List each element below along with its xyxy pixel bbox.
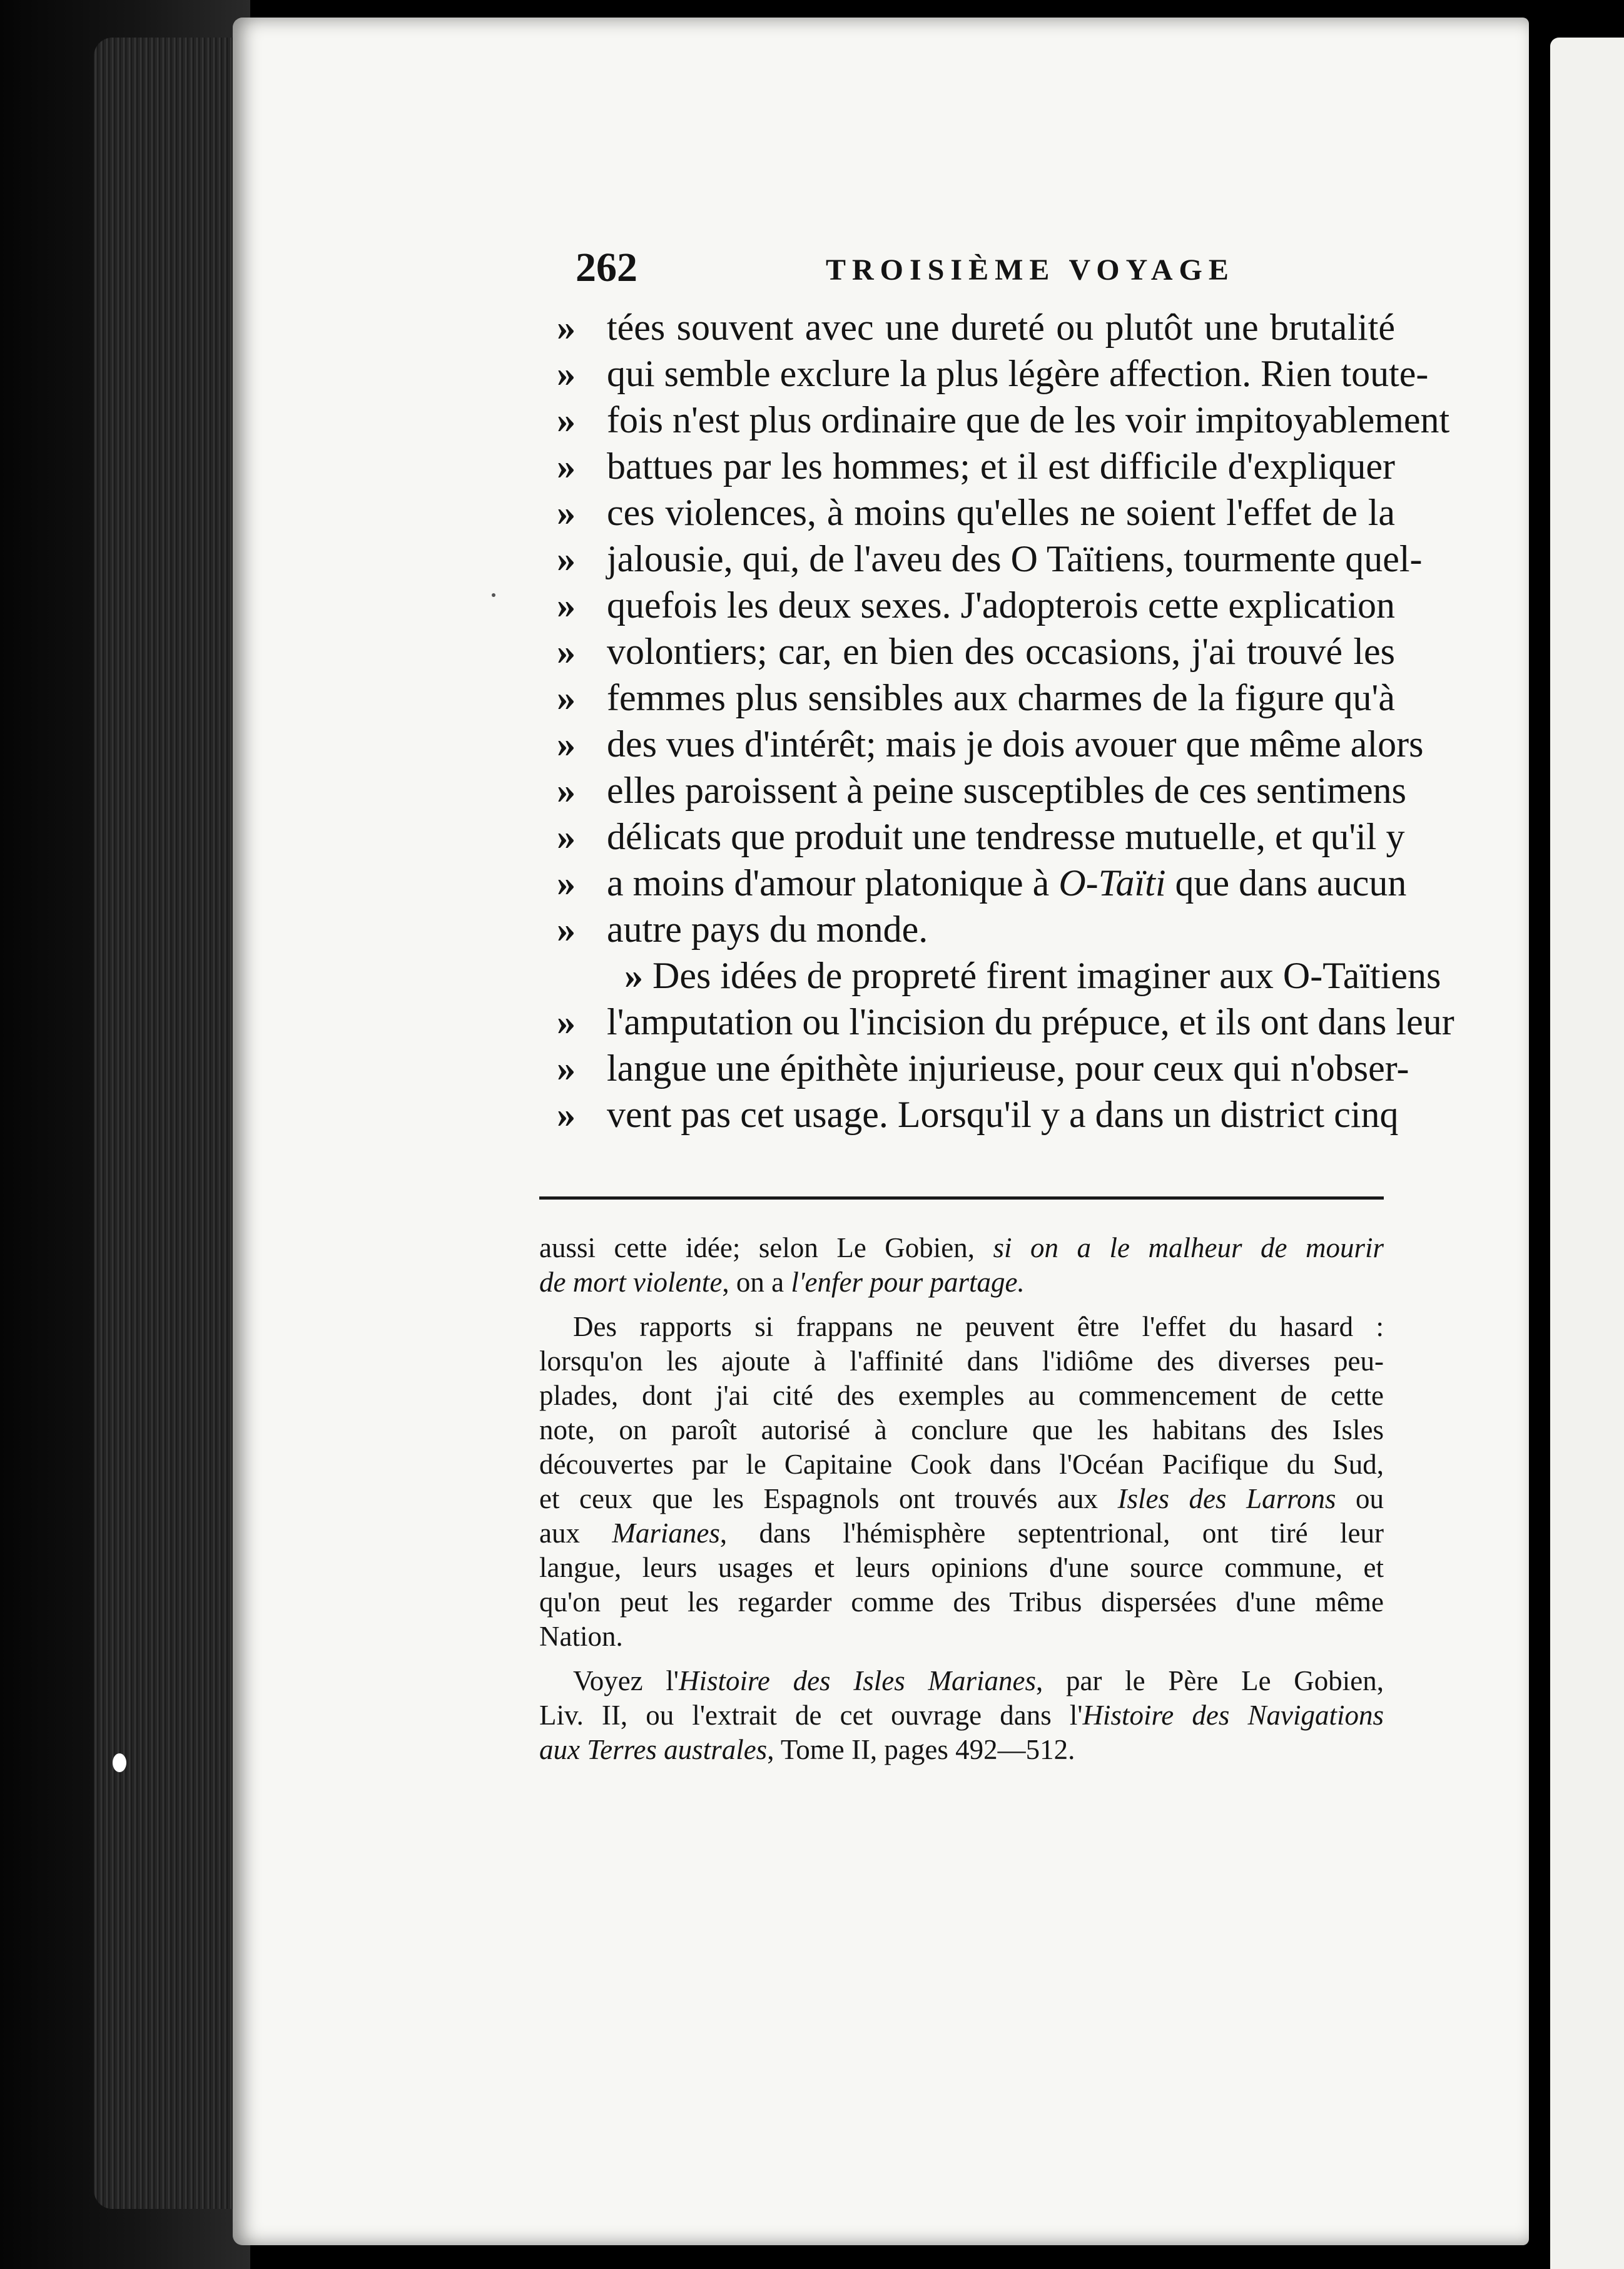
line-text: délicats que produit une tendresse mutuelle, et qu'il y — [607, 815, 1405, 857]
line-text-part: , Tome II, pages 492—512. — [767, 1733, 1075, 1765]
quote-mark: » — [557, 491, 576, 533]
footnote-line — [539, 1378, 1384, 1412]
body-line — [557, 443, 1395, 489]
quote-mark: » — [557, 445, 576, 487]
scan-speck — [113, 1753, 126, 1772]
line-text-part: a moins d'amour platonique à — [607, 862, 1059, 904]
quote-italic: l'enfer pour partage. — [791, 1266, 1025, 1298]
line-text: langue une épithète injurieuse, pour ceux qui n'obser- — [607, 1047, 1409, 1089]
body-line — [557, 1045, 1409, 1091]
body-line — [557, 397, 1450, 443]
line-text: tées souvent avec une dureté ou plutôt une brutalité — [607, 306, 1395, 348]
line-text-part: ou — [1336, 1482, 1384, 1514]
footnote-line — [539, 1732, 1384, 1767]
quote-mark: » — [557, 399, 576, 441]
line-text — [607, 954, 1441, 997]
line-text: femmes plus sensibles aux charmes de la figure qu'à — [607, 676, 1395, 718]
body-line — [557, 721, 1424, 767]
footnote-line — [539, 1265, 1384, 1299]
line-text — [539, 1699, 1384, 1731]
body-line — [557, 628, 1395, 675]
body-line — [557, 536, 1423, 582]
line-text — [539, 1266, 1384, 1298]
footnote-line — [539, 1230, 1384, 1265]
body-line — [557, 999, 1454, 1045]
footnote-line — [539, 1447, 1384, 1481]
line-text: langue, leurs usages et leurs opinions d'une source commune, et — [539, 1551, 1384, 1583]
running-title: TROISIÈME VOYAGE — [826, 253, 1235, 287]
line-text: volontiers; car, en bien des occasions, j'ai trouvé les — [607, 630, 1395, 672]
line-text: note, on paroît autorisé à conclure que les habitans des Isles — [539, 1414, 1384, 1446]
line-text: lorsqu'on les ajoute à l'affinité dans l'idiôme des diverses peu- — [539, 1345, 1384, 1377]
footnote-rule — [539, 1196, 1384, 1200]
line-text: autre pays du monde. — [607, 908, 928, 950]
quote-mark: » — [557, 538, 576, 579]
book-title-italic: Histoire des Isles Marianes — [679, 1665, 1036, 1696]
footnote-line — [539, 1550, 1384, 1584]
line-text: vent pas cet usage. Lorsqu'il y a dans un district cinq — [607, 1093, 1399, 1135]
line-text-part: aux — [539, 1517, 612, 1549]
footnote-line — [539, 1481, 1384, 1516]
body-line — [557, 489, 1395, 536]
line-text-part: que dans aucun — [1165, 862, 1407, 904]
line-text — [539, 1665, 1384, 1697]
body-line — [557, 304, 1395, 350]
footnote — [539, 1230, 1384, 1767]
line-text: battues par les hommes; et il est difficile d'expliquer — [607, 445, 1395, 487]
footnote-line — [539, 1309, 1384, 1344]
body-line — [557, 582, 1395, 628]
line-text: fois n'est plus ordinaire que de les voir impitoyablement — [607, 399, 1450, 441]
line-text: ces violences, à moins qu'elles ne soient l'effet de la — [607, 491, 1395, 533]
line-text — [607, 862, 1406, 905]
line-text: des vues d'intérêt; mais je dois avouer que même alors — [607, 723, 1424, 765]
facing-page-edge — [1550, 38, 1624, 2269]
page-gutter — [1529, 0, 1550, 2269]
place-name-italic: Marianes — [612, 1517, 720, 1549]
quote-mark: » — [557, 1001, 576, 1043]
quote-mark: » — [557, 352, 576, 394]
quote-mark: » — [557, 723, 576, 765]
running-head — [576, 244, 1401, 300]
quote-mark: » — [557, 306, 576, 348]
quote-mark: » — [557, 815, 576, 857]
footnote-line — [539, 1619, 1384, 1653]
line-text-part: , par le Père Le Gobien, — [1036, 1665, 1384, 1696]
quote-mark: » — [624, 954, 643, 996]
line-text-part: et ceux que les Espagnols ont trouvés aux — [539, 1482, 1118, 1514]
quote-mark: » — [557, 769, 576, 811]
line-text — [539, 1733, 1384, 1766]
line-text-part: Liv. II, ou l'extrait de cet ouvrage dans l' — [539, 1699, 1083, 1731]
line-text: Nation. — [539, 1620, 623, 1652]
line-text-part: , on a — [722, 1266, 791, 1298]
quote-mark: » — [557, 584, 576, 626]
page-number: 262 — [576, 245, 637, 290]
book-title-italic: aux Terres australes — [539, 1733, 768, 1765]
footnote-line — [539, 1663, 1384, 1698]
line-text — [539, 1231, 1384, 1264]
body-line — [557, 906, 1395, 952]
ink-dot — [492, 593, 495, 597]
body-line — [557, 860, 1407, 906]
line-text: qu'on peut les regarder comme des Tribus dispersées d'une même — [539, 1586, 1384, 1618]
line-text: jalousie, qui, de l'aveu des O Taïtiens, tourmente quel- — [607, 538, 1423, 579]
line-text: l'amputation ou l'incision du prépuce, et ils ont dans leur — [607, 1001, 1454, 1043]
body-text — [557, 304, 1454, 1138]
quote-mark: » — [557, 862, 576, 904]
line-text: quefois les deux sexes. J'adopterois cette explication — [607, 584, 1395, 626]
line-text-part: aussi cette idée; selon Le Gobien, — [539, 1231, 993, 1263]
quote-italic: de mort violente — [539, 1266, 723, 1298]
body-line — [557, 350, 1429, 397]
quote-mark: » — [557, 676, 576, 718]
line-text-part: Des idées de propreté firent imaginer aux O-Taïtiens — [652, 954, 1441, 996]
footnote-line — [539, 1516, 1384, 1550]
body-line — [557, 813, 1405, 860]
line-text — [539, 1482, 1384, 1515]
quote-mark: » — [557, 908, 576, 950]
quote-mark: » — [557, 1047, 576, 1089]
quote-mark: » — [557, 630, 576, 672]
line-text — [539, 1517, 1384, 1549]
footnote-line — [539, 1412, 1384, 1447]
quote-mark: » — [557, 1093, 576, 1135]
line-text: elles paroissent à peine susceptibles de ces sentimens — [607, 769, 1406, 811]
place-name-italic: Isles des Larrons — [1117, 1482, 1336, 1514]
line-text-part: Voyez l' — [573, 1665, 679, 1696]
book-title-italic: Histoire des Navigations — [1082, 1699, 1384, 1731]
body-line — [557, 952, 1441, 999]
body-line — [557, 675, 1395, 721]
line-text-part: , dans l'hémisphère septentrional, ont tiré leur — [719, 1517, 1384, 1549]
body-line — [557, 1091, 1399, 1138]
line-text: qui semble exclure la plus légère affection. Rien toute- — [607, 352, 1429, 394]
line-text: découvertes par le Capitaine Cook dans l'Océan Pacifique du Sud, — [539, 1448, 1384, 1480]
body-line — [557, 767, 1406, 813]
footnote-line — [539, 1584, 1384, 1619]
quote-italic: si on a le malheur de mourir — [993, 1231, 1384, 1263]
line-text: Des rapports si frappans ne peuvent être l'effet du hasard : — [573, 1310, 1384, 1342]
place-name-italic: O-Taïti — [1058, 862, 1166, 904]
book-page-edges — [94, 38, 244, 2209]
footnote-line — [539, 1698, 1384, 1732]
line-text: plades, dont j'ai cité des exemples au commencement de cette — [539, 1379, 1384, 1411]
footnote-line — [539, 1344, 1384, 1378]
